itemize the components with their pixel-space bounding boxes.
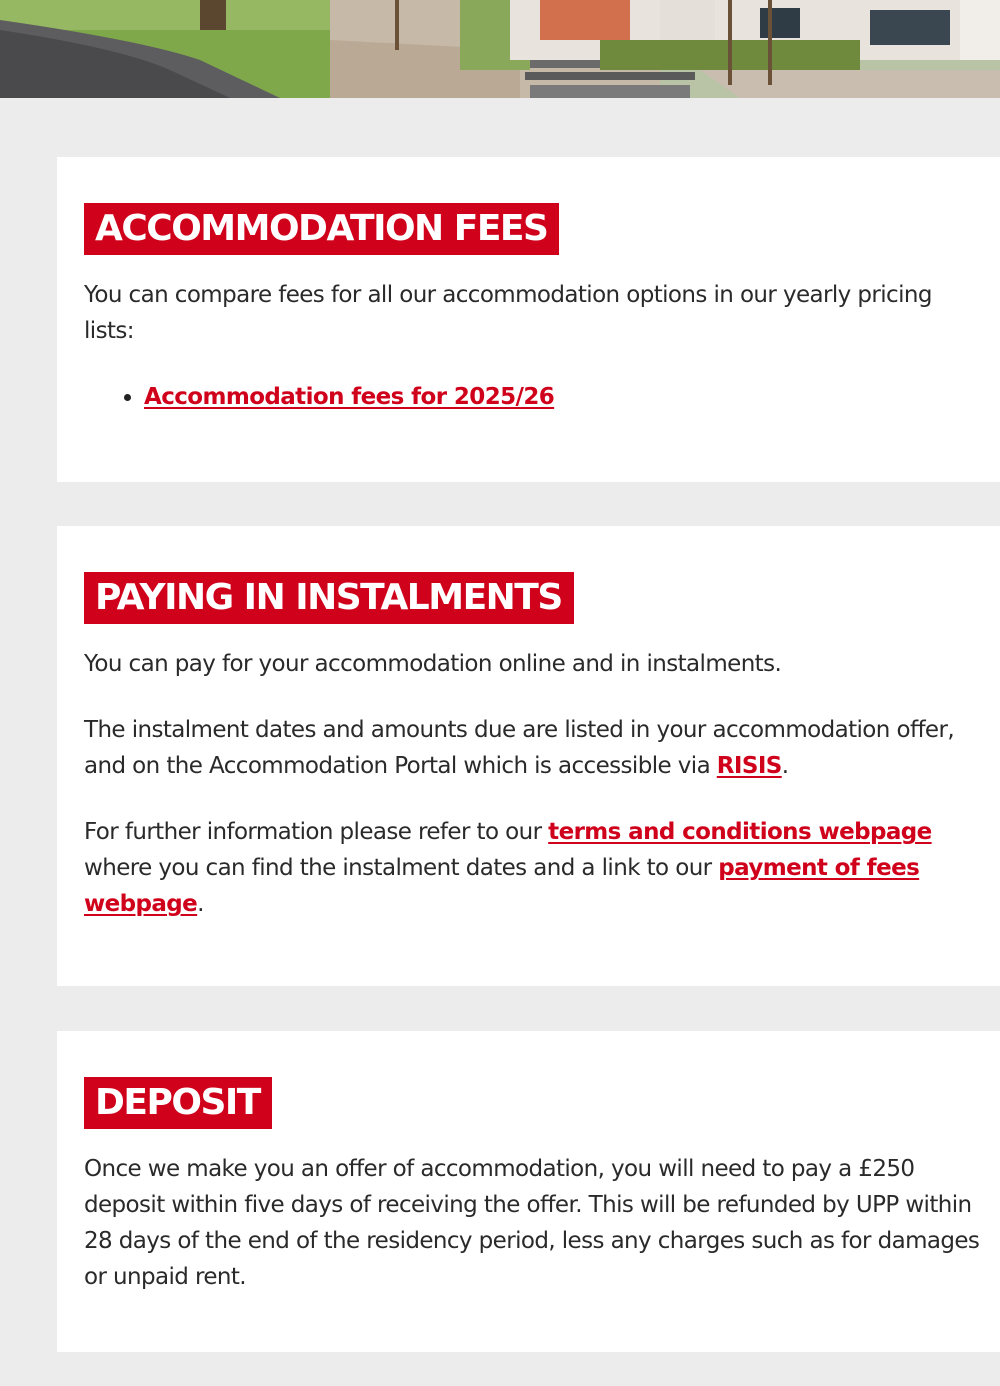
fees-intro-text: You can compare fees for all our accommodation options in our yearly pricing lists: xyxy=(84,282,932,344)
terms-and-conditions-link[interactable]: terms and conditions webpage xyxy=(548,819,932,845)
instalments-para-2-text: The instalment dates and amounts due are listed in your accommodation offer, and on the Accommodation Portal which is accessible via xyxy=(84,717,955,779)
risis-link[interactable]: RISIS xyxy=(716,753,782,779)
deposit-body-text: Once we make you an offer of accommodation, you will need to pay a £250 deposit within five days of receiving the offer. This will be refunded by UPP within 28 days of the end of the residency period, less any charges such as for damages or unpaid rent. xyxy=(84,1156,980,1290)
deposit-section xyxy=(57,1031,1000,1352)
instalments-para-1: You can pay for your accommodation online and in instalments. xyxy=(84,651,782,677)
instalments-para-3-mid: where you can find the instalment dates and a link to our xyxy=(84,855,719,881)
payment-of-fees-link[interactable]: payment of fees webpage xyxy=(84,855,920,917)
campus-photo xyxy=(0,0,1000,98)
accommodation-fees-section xyxy=(57,157,1000,482)
instalments-para-3 xyxy=(84,814,980,922)
fees-2025-26-link[interactable]: Accommodation fees for 2025/26 xyxy=(144,384,555,410)
section-heading-deposit: DEPOSIT xyxy=(84,1077,272,1129)
instalments-para-3-end: . xyxy=(197,891,204,917)
list-item xyxy=(144,379,980,415)
instalments-para-2-end: . xyxy=(781,753,789,779)
fees-link-list xyxy=(84,379,980,415)
instalments-para-3-text: For further information please refer to our xyxy=(84,819,549,845)
hero-image xyxy=(0,0,1000,98)
instalments-para-2 xyxy=(84,712,980,784)
section-heading-fees: ACCOMMODATION FEES xyxy=(84,203,559,255)
section-heading-instalments: PAYING IN INSTALMENTS xyxy=(84,572,574,624)
paying-in-instalments-section xyxy=(57,526,1000,986)
